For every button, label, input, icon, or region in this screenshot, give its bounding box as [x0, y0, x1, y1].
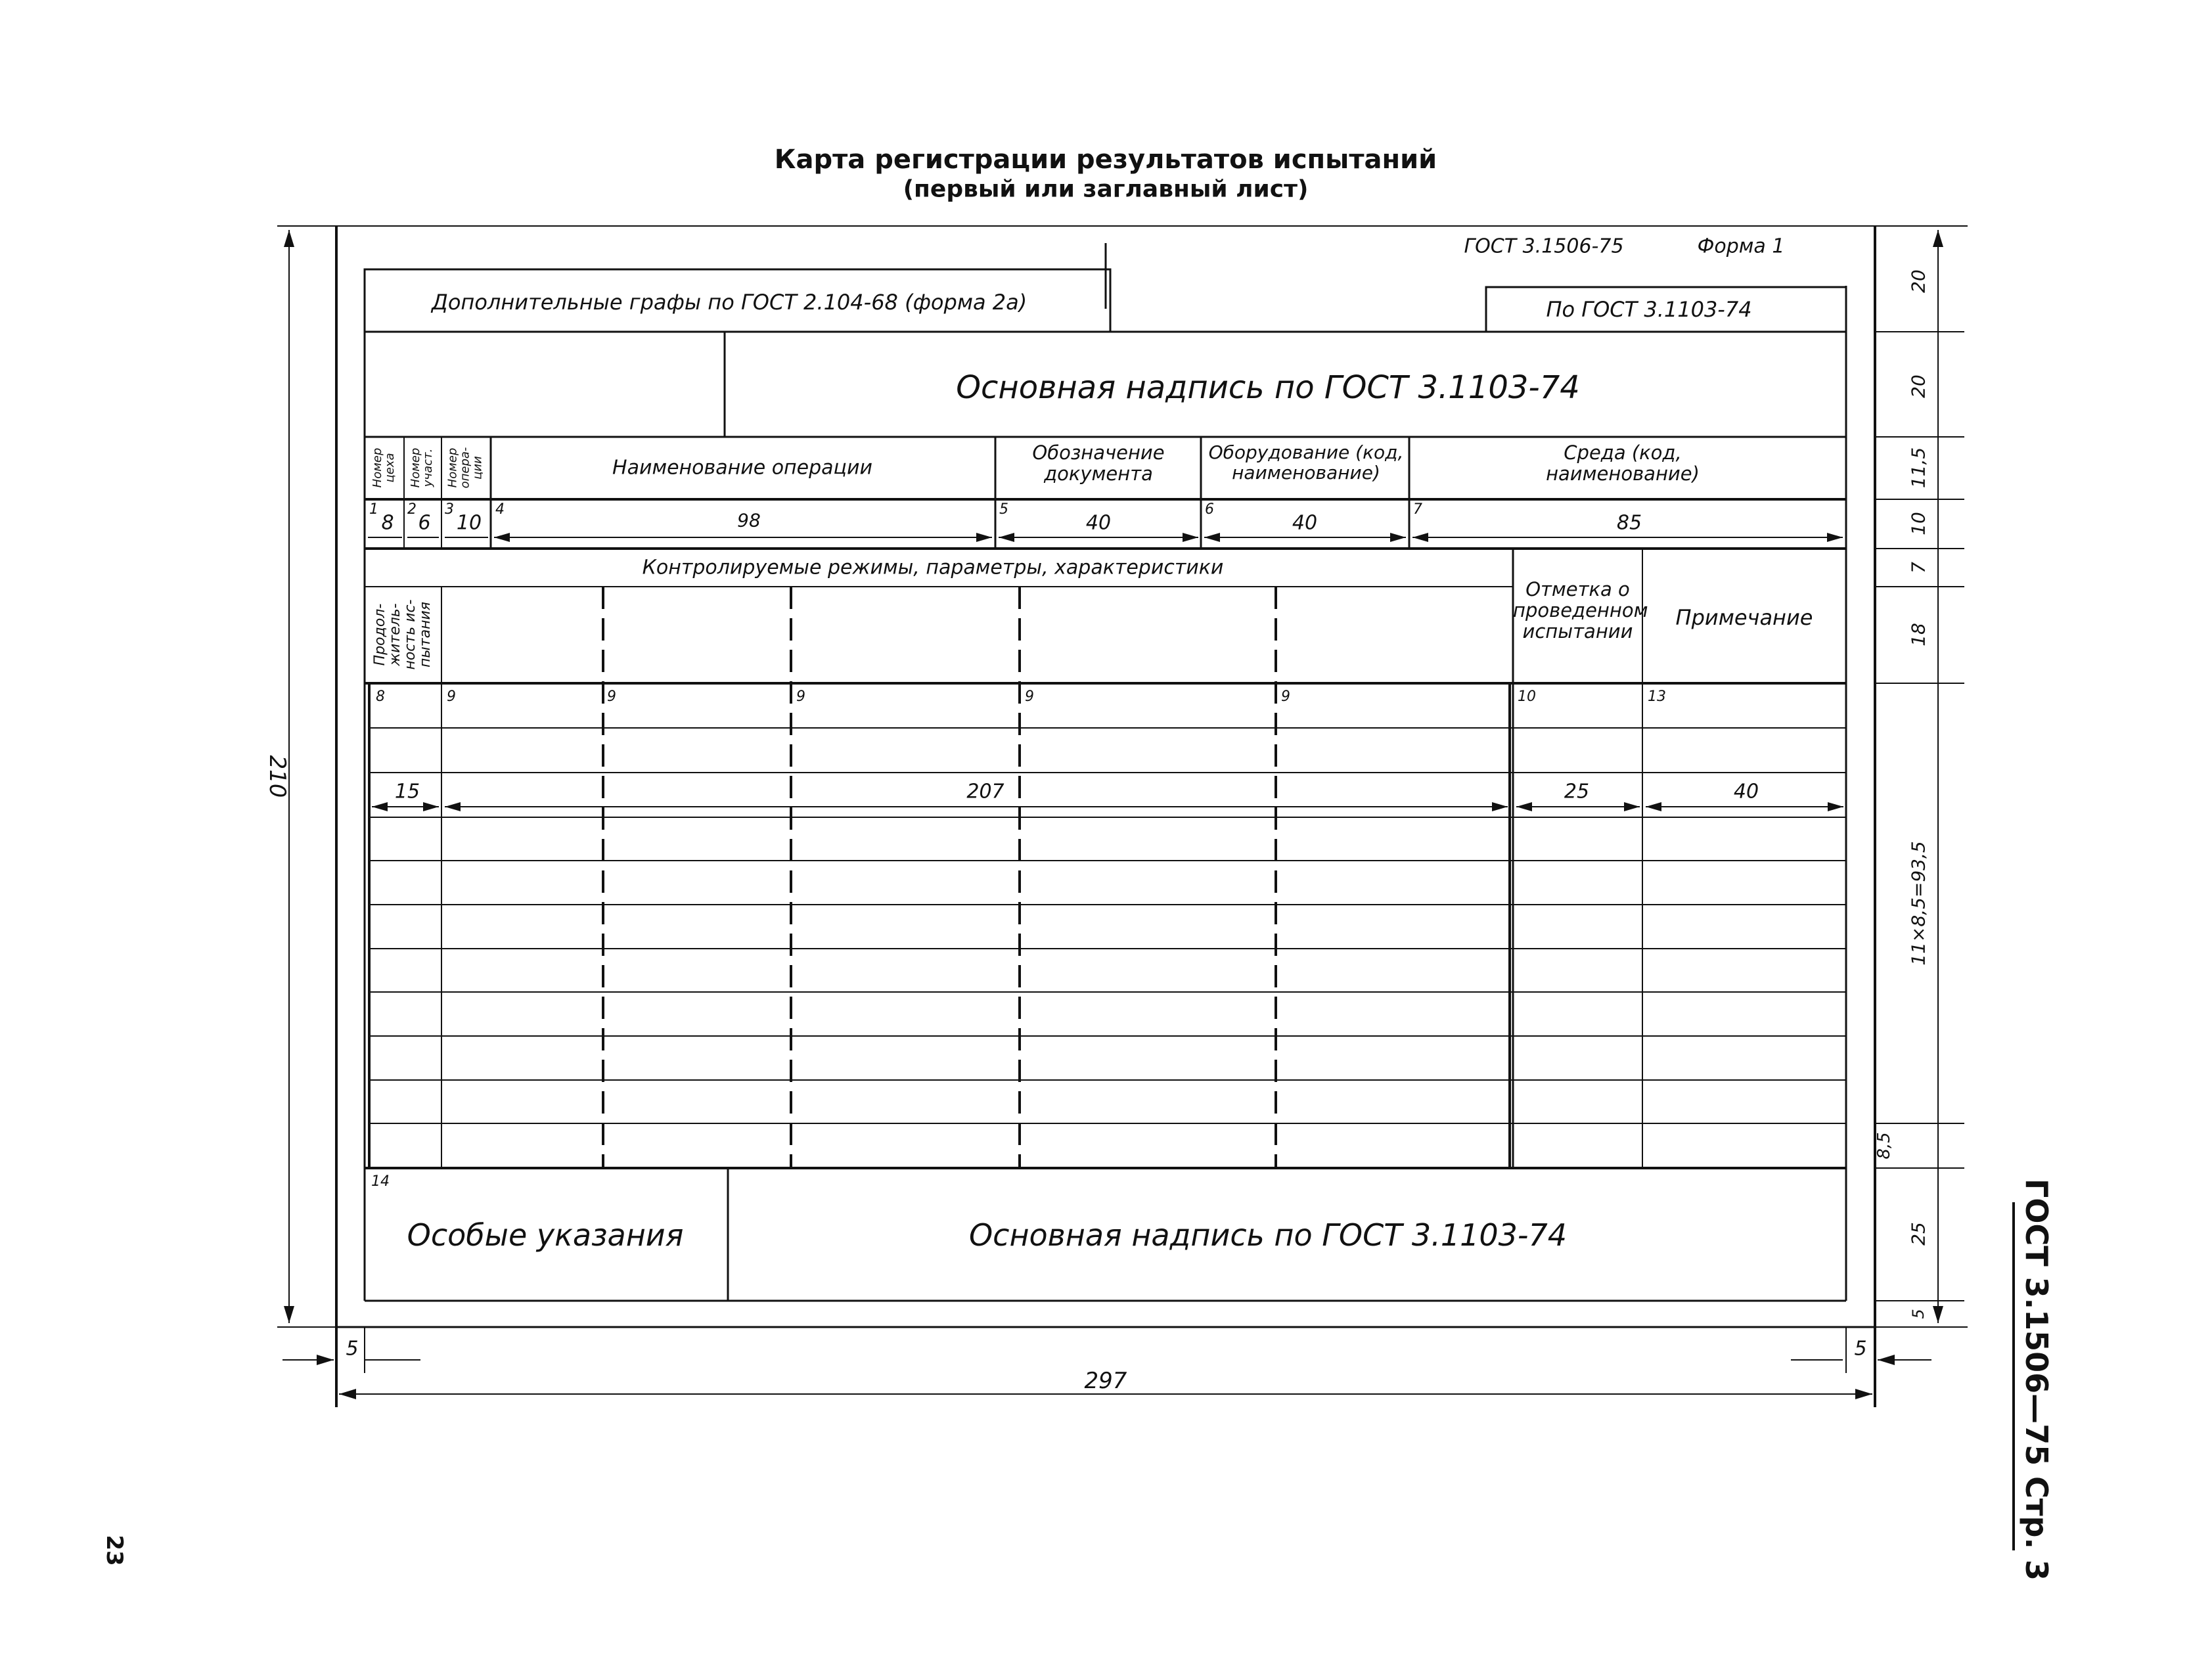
po-gost-label: По ГОСТ 3.1103-74 [1546, 297, 1752, 322]
col-number: 7 [1413, 501, 1422, 518]
col-number: 4 [495, 501, 505, 518]
width-label: 98 [737, 509, 761, 531]
col-number: 3 [445, 501, 454, 518]
col-number: 10 [1518, 688, 1536, 705]
form-number: Форма 1 [1697, 235, 1785, 258]
main-inscription-top: Основная надпись по ГОСТ 3.1103-74 [956, 369, 1580, 406]
environment-header: Среда (код, наименование) [1546, 441, 1700, 485]
col-number: 9 [1025, 688, 1034, 705]
width-label: 10 [456, 511, 482, 535]
col-number: 6 [1205, 501, 1214, 518]
form-standard: ГОСТ 3.1506-75 [1464, 235, 1624, 258]
total-width-dim: 297 [1084, 1368, 1127, 1394]
margin-left-dim: 5 [346, 1337, 359, 1361]
height-dim: 20 [1907, 374, 1930, 398]
height-dim: 11,5 [1907, 447, 1930, 489]
col-number: 14 [371, 1173, 390, 1190]
height-dim: 18 [1907, 623, 1930, 646]
height-dim: 10 [1907, 512, 1930, 535]
margin-right-dim: 5 [1854, 1337, 1867, 1361]
col-shop-label: Номер цеха [371, 447, 397, 488]
width-label: 40 [1085, 511, 1112, 535]
height-dim: 25 [1907, 1222, 1930, 1246]
col-number: 9 [1281, 688, 1290, 705]
width-label: 25 [1564, 780, 1590, 803]
col-number: 1 [369, 501, 378, 518]
side-header: ГОСТ 3.1506—75 Стр. 3 [2019, 1179, 2054, 1581]
equipment-header: Оборудование (код, наименование) [1208, 441, 1404, 484]
params-section-title: Контролируемые режимы, параметры, характеристики [642, 556, 1224, 579]
width-label: 207 [966, 780, 1004, 803]
note-header: Примечание [1675, 605, 1813, 630]
col-number: 9 [447, 688, 456, 705]
width-label: 6 [418, 511, 431, 535]
col-number: 13 [1648, 688, 1666, 705]
col-number: 9 [607, 688, 616, 705]
extra-columns-label: Дополнительные графы по ГОСТ 2.104-68 (форма 2а) [431, 290, 1027, 315]
width-label: 85 [1616, 511, 1642, 535]
col-section-label: Номер участ. [409, 447, 435, 488]
operation-name-header: Наименование операции [612, 456, 872, 480]
col-number: 8 [376, 688, 385, 705]
col-operation-label: Номер опера-ции [445, 447, 485, 489]
col-number: 5 [999, 501, 1008, 518]
height-dim: 5 [1909, 1309, 1928, 1319]
page-title: Карта регистрации результатов испытаний [774, 145, 1437, 175]
height-dim: 20 [1907, 269, 1930, 293]
width-label: 40 [1733, 780, 1759, 803]
width-label: 8 [381, 511, 394, 535]
page-number: 23 [101, 1535, 127, 1566]
total-height-dim: 210 [264, 755, 290, 798]
width-label: 15 [394, 780, 420, 803]
height-dim: 11×8,5=93,5 [1907, 841, 1930, 966]
doc-designation-header: Обозначение документа [1032, 441, 1165, 485]
height-dim: 7 [1907, 562, 1930, 574]
col-number: 2 [407, 501, 417, 518]
main-inscription-bottom: Основная надпись по ГОСТ 3.1103-74 [968, 1217, 1568, 1253]
col-number: 9 [796, 688, 805, 705]
height-dim: 8,5 [1874, 1132, 1894, 1160]
special-instructions: Особые указания [407, 1217, 684, 1253]
mark-header: Отметка о проведенном испытании [1513, 578, 1648, 642]
width-label: 40 [1292, 511, 1318, 535]
page-subtitle: (первый или заглавный лист) [903, 175, 1309, 203]
duration-header: Продол-житель-ность ис-пытания [371, 599, 434, 670]
